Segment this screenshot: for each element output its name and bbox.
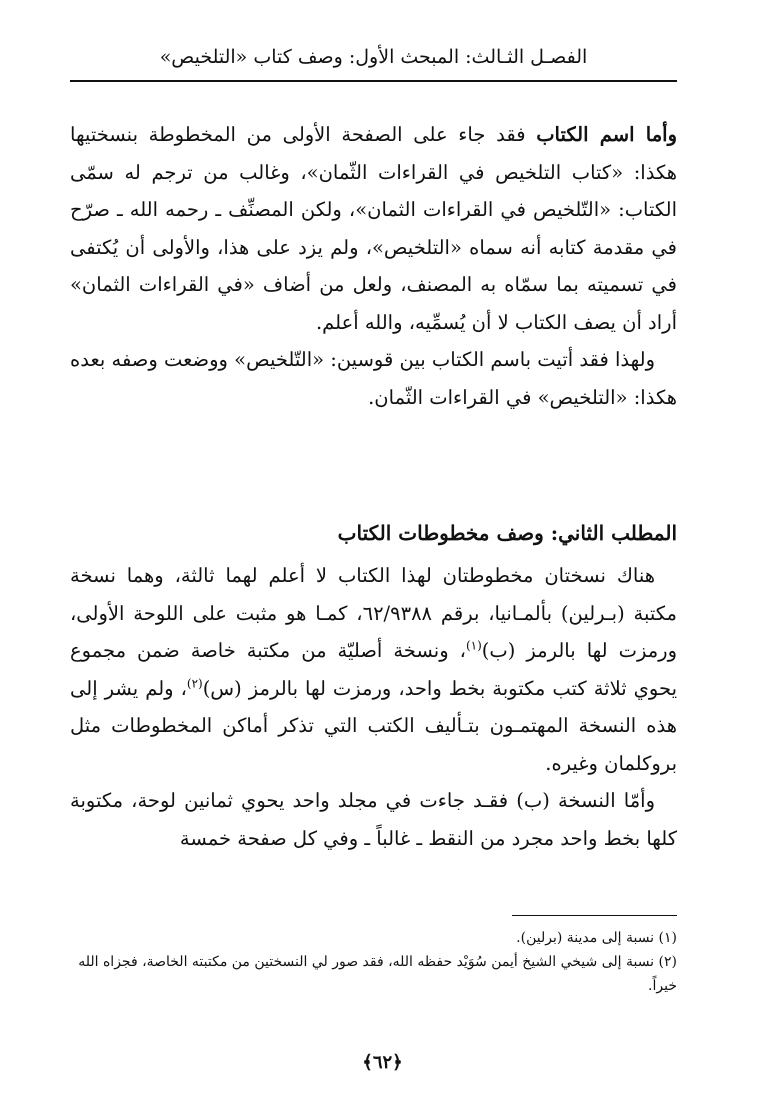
paragraph-book-title	[70, 116, 677, 341]
paragraph-text: فقد جاء على الصفحة الأولى من المخطوطة بنسختيها هكذا: «كتاب التلخيص في القراءات الثّمان»، وغالب من ترجم له سمّى الكتاب: «التّلخيص في القراءات الثمان»، ولكن المصنِّف ـ رحمه الله ـ صرّح في مقدمة كتابه أنه سماه «التلخيص»، ولم يزد على هذا، والأولى أن يُكتفى في تسميته بما سمّاه به المصنف، ولعل من أضاف «في القراءات الثمان» أراد أن يصف الكتاب لا أن يُسمِّيه، والله أعلم.	[70, 123, 677, 334]
header-rule	[70, 80, 677, 82]
section-heading: المطلب الثاني: وصف مخطوطات الكتاب	[337, 521, 677, 545]
footnote-rule	[512, 915, 677, 916]
page-number: ﴿٦٢﴾	[362, 1052, 403, 1073]
body-bottom	[70, 557, 677, 857]
manuscripts-text-1: هناك نسختان مخطوطتان لهذا الكتاب لا أعلم لهما ثالثة، وهما نسخة مكتبة (بـرلين) بألمـانيا، برقم ٦٢/٩٣٨٨، كمـا هو مثبت على اللوحة الأولى، ورمزت لها بالرمز (ب)	[70, 564, 677, 662]
manuscripts-text-3: ، ولم يشر إلى هذه النسخة المهتمـون بتـأليف الكتب التي تذكر أماكن المخطوطات مثل بروكلمان وغيره.	[70, 676, 677, 775]
footnote-2: (٢) نسبة إلى شيخي الشيخ أيمن سُوَيْد حفظه الله، فقد صور لي النسختين من مكتبته الخاصة، فجزاه الله خيراً.	[78, 954, 677, 994]
footnote-mark-1[interactable]: (١)	[465, 638, 482, 653]
body-top	[70, 116, 677, 416]
manuscripts-text-2: ، ونسخة أصليّة من مكتبة خاصة ضمن مجموع يحوي ثلاثة كتب مكتوبة بخط واحد، ورمزت لها بالرمز (س)	[70, 639, 678, 700]
footnotes	[70, 926, 677, 998]
paragraph-title-form: ولهذا فقد أتيت باسم الكتاب بين قوسين: «التّلخيص» ووضعت وصفه بعده هكذا: «التلخيص» في القراءات الثّمان.	[70, 348, 677, 409]
running-head: الفصـل الثـالث: المبحث الأول: وصف كتاب «التلخيص»	[159, 46, 588, 68]
paragraph-copy-b: وأمّا النسخة (ب) فقـد جاءت في مجلد واحد يحوي ثمانين لوحة، مكتوبة كلها بخط واحد مجرد من النقط ـ غالباً ـ وفي كل صفحة خمسة	[70, 789, 677, 850]
paragraph-lead: وأما اسم الكتاب	[536, 123, 677, 146]
footnote-1: (١) نسبة إلى مدينة (برلين).	[516, 930, 677, 946]
paragraph-manuscripts	[70, 557, 677, 782]
footnote-mark-2[interactable]: (٢)	[186, 676, 203, 690]
